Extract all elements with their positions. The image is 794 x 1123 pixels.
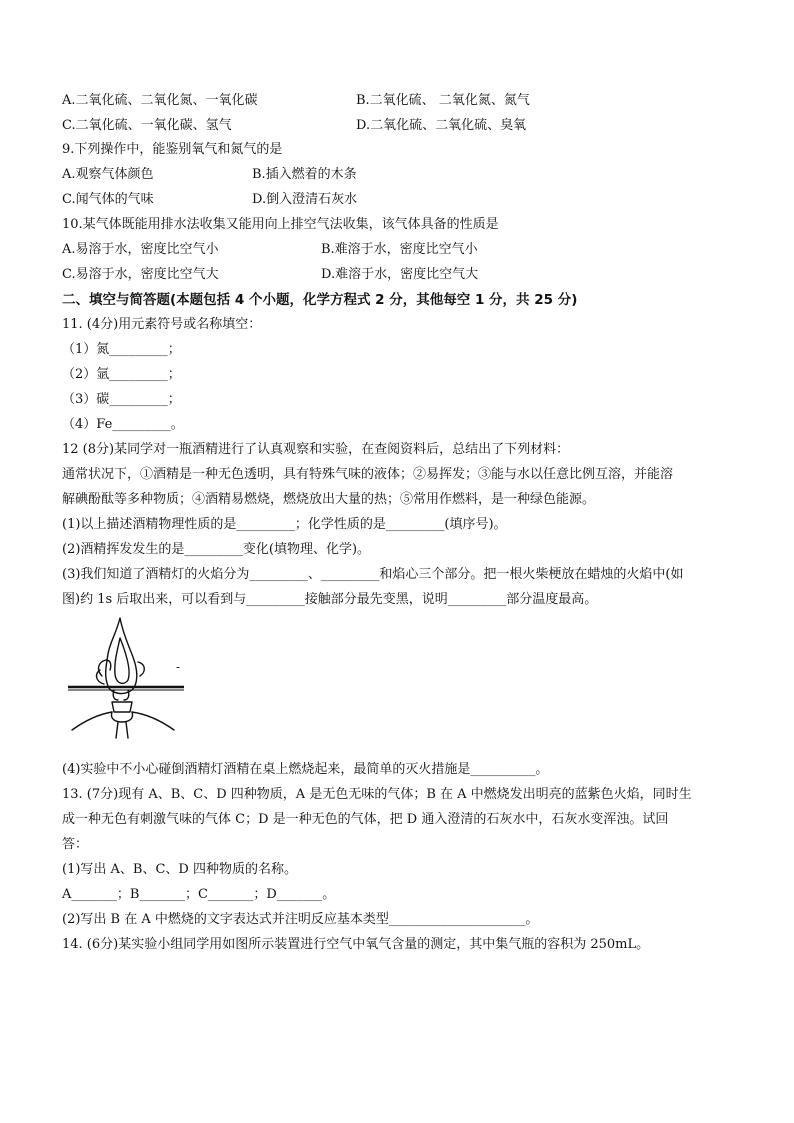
- q13-stem-line1: 13. (7分)现有 A、B、C、D 四种物质，A 是无色无味的气体；B 在 A 中燃烧发出明亮的蓝紫色火焰，同时生: [62, 787, 692, 802]
- q8-option-c: C.二氧化硫、一氧化碳、氢气: [62, 118, 232, 133]
- q12-material-line1: 通常状况下，①酒精是一种无色透明，具有特殊气味的液体；②易挥发；③能与水以任意比例互溶，并能溶: [62, 467, 674, 482]
- q9-option-b: B.插入燃着的木条: [252, 167, 357, 182]
- q12-part2: (2)酒精挥发发生的是_________变化(填物理、化学)。: [62, 542, 371, 557]
- q10-option-c: C.易溶于水，密度比空气大: [62, 267, 219, 282]
- section-heading: 二、填空与简答题(本题包括 4 个小题，化学方程式 2 分，其他每空 1 分，共 25 分): [62, 292, 578, 308]
- q8-option-a: A.二氧化硫、二氧化氮、一氧化碳: [62, 93, 258, 108]
- q9-option-d: D.倒入澄清石灰水: [252, 192, 358, 207]
- q13-blanks: A_______；B_______；C_______；D_______。: [62, 887, 336, 902]
- candle-flame-figure: [62, 614, 192, 744]
- q14-stem: 14. (6分)某实验小组同学用如图所示装置进行空气中氧气含量的测定，其中集气瓶的容积为 250mL。: [62, 937, 650, 952]
- q10-stem: 10.某气体既能用排水法收集又能用向上排空气法收集，该气体具备的性质是: [62, 217, 499, 232]
- q13-part2: (2)写出 B 在 A 中燃烧的文字表达式并注明反应基本类型_____________________。: [62, 912, 539, 927]
- q8-option-d: D.二氧化硫、二氧化硫、臭氧: [356, 118, 527, 133]
- q12-part3-line1: (3)我们知道了酒精灯的火焰分为_________、_________和焰心三个部分。把一根火柴梗放在蜡烛的火焰中(如: [62, 567, 684, 582]
- q8-option-b: B.二氧化硫、 二氧化氮、氮气: [356, 93, 530, 108]
- q12-part3-line2: 图)约 1s 后取出来，可以看到与_________接触部分最先变黑，说明_________部分温度最高。: [62, 592, 598, 607]
- q9-stem: 9.下列操作中，能鉴别氧气和氮气的是: [62, 142, 283, 157]
- q9-option-a: A.观察气体颜色: [62, 167, 154, 182]
- q12-stem: 12 (8分)某同学对一瓶酒精进行了认真观察和实验，在查阅资料后，总结出了下列材料：: [62, 442, 570, 457]
- q9-option-c: C.闻气体的气味: [62, 192, 154, 207]
- q11-stem: 11. (4分)用元素符号或名称填空：: [62, 317, 262, 332]
- q11-item-2: （2）氩_________；: [62, 367, 181, 382]
- q10-option-a: A.易溶于水，密度比空气小: [62, 242, 219, 257]
- q12-part1: (1)以上描述酒精物理性质的是_________；化学性质的是_________(填序号)。: [62, 517, 507, 532]
- q13-part1: (1)写出 A、B、C、D 四种物质的名称。: [62, 862, 297, 877]
- q11-item-4: （4）Fe_________。: [62, 417, 184, 432]
- figure-label: -: [176, 660, 181, 674]
- q11-item-3: （3）碳_________；: [62, 392, 181, 407]
- q13-stem-line3: 答：: [62, 837, 89, 852]
- q13-stem-line2: 成一种无色有刺激气味的气体 C；D 是一种无色的气体，把 D 通入澄清的石灰水中，石灰水变浑浊。试回: [62, 812, 669, 827]
- q12-material-line2: 解碘酚酞等多种物质；④酒精易燃烧，燃烧放出大量的热；⑤常用作燃料，是一种绿色能源。: [62, 492, 596, 507]
- q11-item-1: （1）氮_________；: [62, 342, 181, 357]
- q10-option-b: B.难溶于水，密度比空气小: [321, 242, 478, 257]
- q10-option-d: D.难溶于水，密度比空气大: [321, 267, 479, 282]
- q12-part4: (4)实验中不小心碰倒酒精灯酒精在桌上燃烧起来，最简单的灭火措施是__________。: [62, 762, 549, 777]
